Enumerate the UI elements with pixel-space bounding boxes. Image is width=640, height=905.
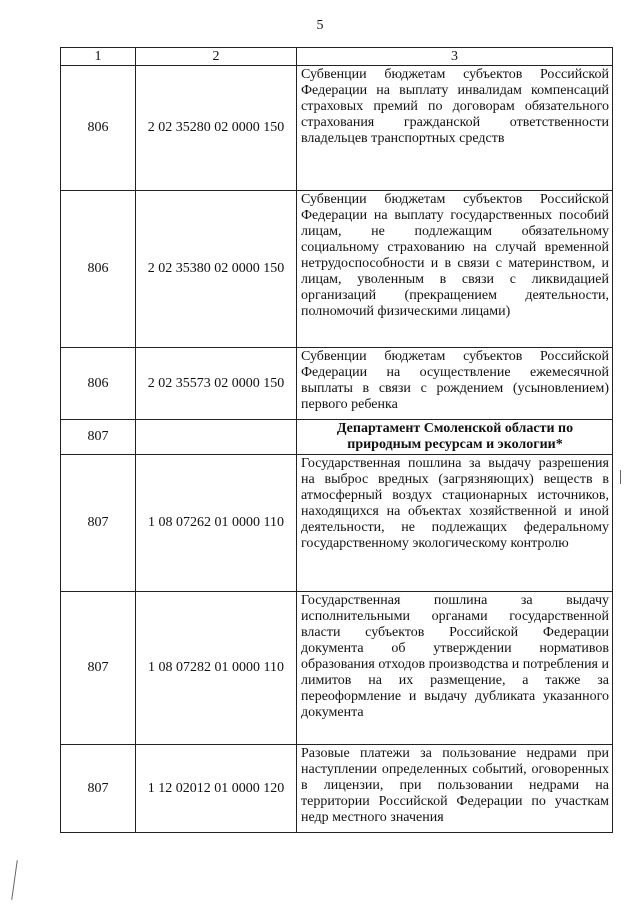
table-row <box>61 455 613 592</box>
revenue-code-cell: 2 02 35573 02 0000 150 <box>136 348 297 420</box>
table-header-row <box>61 48 613 66</box>
revenue-code-cell: 1 08 07262 01 0000 110 <box>136 455 297 592</box>
admin-code-cell: 807 <box>61 420 136 455</box>
table-row <box>61 66 613 191</box>
description-cell: Субвенции бюджетам субъектов Российской Федерации на выплату государственных пособий лицам, не подлежащим обязательному социальному страхованию на случай временной нетрудоспособности и в связи с материнством, и лицам, уволенным в связи с ликвидацией организаций (прекращением деятельности, полномочий физическими лицами) <box>297 191 613 348</box>
admin-code-cell: 807 <box>61 745 136 833</box>
scan-margin-line <box>620 470 621 484</box>
revenue-code-cell: 2 02 35380 02 0000 150 <box>136 191 297 348</box>
revenue-code-cell <box>136 420 297 455</box>
admin-code-cell: 806 <box>61 191 136 348</box>
description-cell: Государственная пошлина за выдачу исполнительными органами государственной власти субъектов Российской Федерации документа об утверждении нормативов образования отходов производства и потребления и лимитов на их размещение, а также за переоформление и выдачу дубликата указанного документа <box>297 592 613 745</box>
column-header-2: 2 <box>136 48 297 66</box>
description-cell: Субвенции бюджетам субъектов Российской Федерации на осуществление ежемесячной выплаты в связи с рождением (усыновлением) первого ребенка <box>297 348 613 420</box>
page-number: 5 <box>316 18 324 33</box>
revenue-code-cell: 1 08 07282 01 0000 110 <box>136 592 297 745</box>
table-row <box>61 592 613 745</box>
admin-code-cell: 807 <box>61 592 136 745</box>
description-cell: Субвенции бюджетам субъектов Российской Федерации на выплату инвалидам компенсаций страховых премий по договорам обязательного страхования гражданской ответственности владельцев транспортных средств <box>297 66 613 191</box>
description-cell: Разовые платежи за пользование недрами при наступлении определенных событий, оговоренных в лицензии, при пользовании недрами на территории Российской Федерации по участкам недр местного значения <box>297 745 613 833</box>
admin-code-cell: 806 <box>61 66 136 191</box>
description-cell: Государственная пошлина за выдачу разрешения на выброс вредных (загрязняющих) веществ в атмосферный воздух стационарных источников, находящихся на объектах хозяйственной и иной деятельности, не подлежащих федеральному государственному экологическому контролю <box>297 455 613 592</box>
admin-code-cell: 807 <box>61 455 136 592</box>
revenue-code-cell: 2 02 35280 02 0000 150 <box>136 66 297 191</box>
table-row <box>61 745 613 833</box>
department-title-cell: Департамент Смоленской области по природным ресурсам и экологии* <box>297 420 613 455</box>
scan-margin-line <box>11 860 18 900</box>
revenue-code-cell: 1 12 02012 01 0000 120 <box>136 745 297 833</box>
revenue-codes-table <box>60 47 613 833</box>
table-row <box>61 191 613 348</box>
admin-code-cell: 806 <box>61 348 136 420</box>
column-header-1: 1 <box>61 48 136 66</box>
table-row <box>61 348 613 420</box>
table-row-department-heading <box>61 420 613 455</box>
column-header-3: 3 <box>297 48 613 66</box>
